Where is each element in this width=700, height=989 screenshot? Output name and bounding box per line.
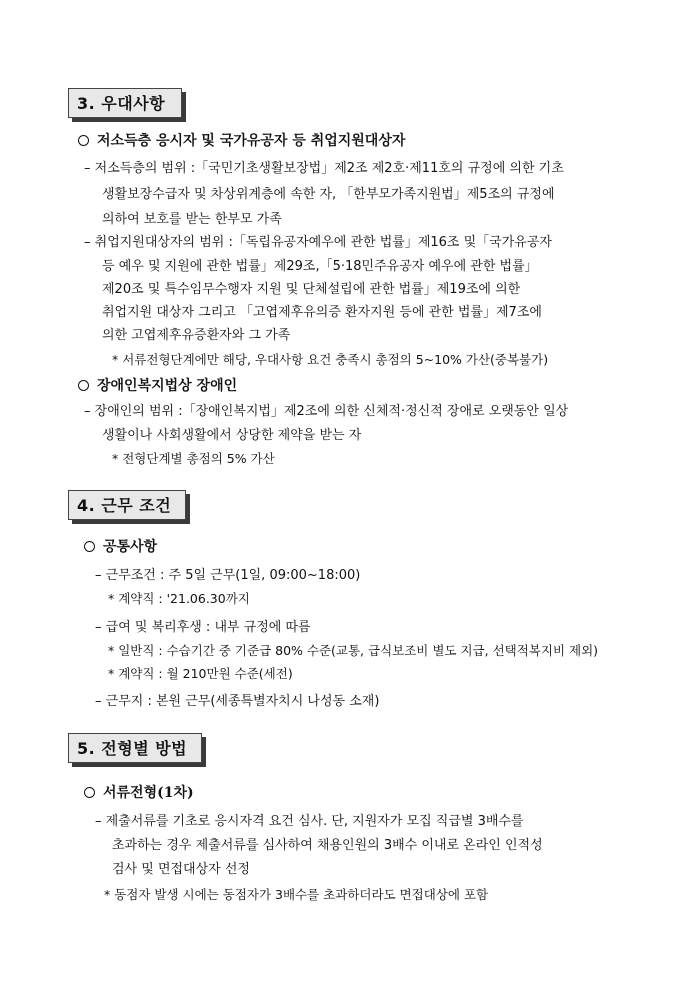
section-3-item-1: [78, 131, 405, 151]
section-4-note-1: * 계약직 : '21.06.30까지: [108, 591, 250, 606]
section-5-note-1: * 동점자 발생 시에는 동점자가 3배수를 초과하더라도 면접대상에 포함: [104, 887, 489, 902]
section-3-line-5: 등 예우 및 지원에 관한 법률」제29조,「5·18민주유공자 예우에 관한 법률」: [102, 259, 538, 274]
section-4-heading: 4. 근무 조건: [68, 490, 186, 520]
section-3-note-1: * 서류전형단계에만 해당, 우대사항 요건 충족시 총점의 5~10% 가산(중복불가): [112, 352, 549, 367]
section-5-line-3: 검사 및 면접대상자 선정: [112, 862, 250, 877]
hollow-circle-bullet-icon: [84, 541, 95, 552]
section-3-line-9: – 장애인의 범위 :「장애인복지법」제2조에 의한 신체적·정신적 장애로 오랫동안 일상: [84, 404, 569, 419]
section-3-line-6: 제20조 및 특수임무수행자 지원 및 단체설립에 관한 법률」제19조에 의한: [102, 282, 521, 297]
section-4-item-1-title: 공통사항: [103, 539, 158, 555]
section-4-line-1: – 근무조건 : 주 5일 근무(1일, 09:00~18:00): [95, 568, 361, 583]
section-4-line-3: – 근무지 : 본원 근무(세종특별자치시 나성동 소재): [95, 694, 380, 709]
section-5-heading: 5. 전형별 방법: [68, 733, 202, 763]
section-3-note-2: * 전형단계별 총점의 5% 가산: [112, 451, 275, 466]
section-3-item-2: [78, 376, 237, 396]
section-3-line-1: – 저소득층의 범위 :「국민기초생활보장법」제2조 제2호·제11호의 규정에 의한 기초: [84, 161, 564, 176]
section-4-note-3: * 계약직 : 월 210만원 수준(세전): [108, 666, 293, 681]
hollow-circle-bullet-icon: [84, 787, 95, 798]
hollow-circle-bullet-icon: [78, 380, 89, 391]
section-5-item-1-title: 서류전형(1차): [103, 785, 194, 801]
section-3-line-3: 의하여 보호를 받는 한부모 가족: [102, 212, 282, 227]
hollow-circle-bullet-icon: [78, 135, 89, 146]
section-4-line-2: – 급여 및 복리후생 : 내부 규정에 따름: [95, 620, 311, 635]
section-4-item-1: [84, 537, 157, 557]
section-3-line-4: – 취업지원대상자의 범위 :「독립유공자예우에 관한 법률」제16조 및「국가유공자: [84, 235, 552, 250]
section-5-line-2: 초과하는 경우 제출서류를 심사하여 채용인원의 3배수 이내로 온라인 인적성: [112, 838, 543, 853]
section-3-line-2: 생활보장수급자 및 차상위계층에 속한 자, 「한부모가족지원법」제5조의 규정에: [102, 187, 555, 202]
section-5-line-1: – 제출서류를 기초로 응시자격 요건 심사. 단, 지원자가 모집 직급별 3배수를: [95, 814, 524, 829]
section-3-item-2-title: 장애인복지법상 장애인: [97, 378, 238, 394]
section-5-item-1: [84, 783, 194, 803]
section-4-note-2: * 일반직 : 수습기간 중 기준급 80% 수준(교통, 급식보조비 별도 지급, 선택적복지비 제외): [108, 643, 599, 658]
section-3-line-7: 취업지원 대상자 그리고 「고엽제후유의증 환자지원 등에 관한 법률」제7조에: [102, 305, 542, 320]
section-3-item-1-title: 저소득층 응시자 및 국가유공자 등 취업지원대상자: [97, 133, 406, 149]
section-3-line-8: 의한 고엽제후유증환자와 그 가족: [102, 328, 291, 343]
section-3-line-10: 생활이나 사회생활에서 상당한 제약을 받는 자: [102, 428, 362, 443]
section-3-heading: 3. 우대사항: [68, 88, 182, 118]
